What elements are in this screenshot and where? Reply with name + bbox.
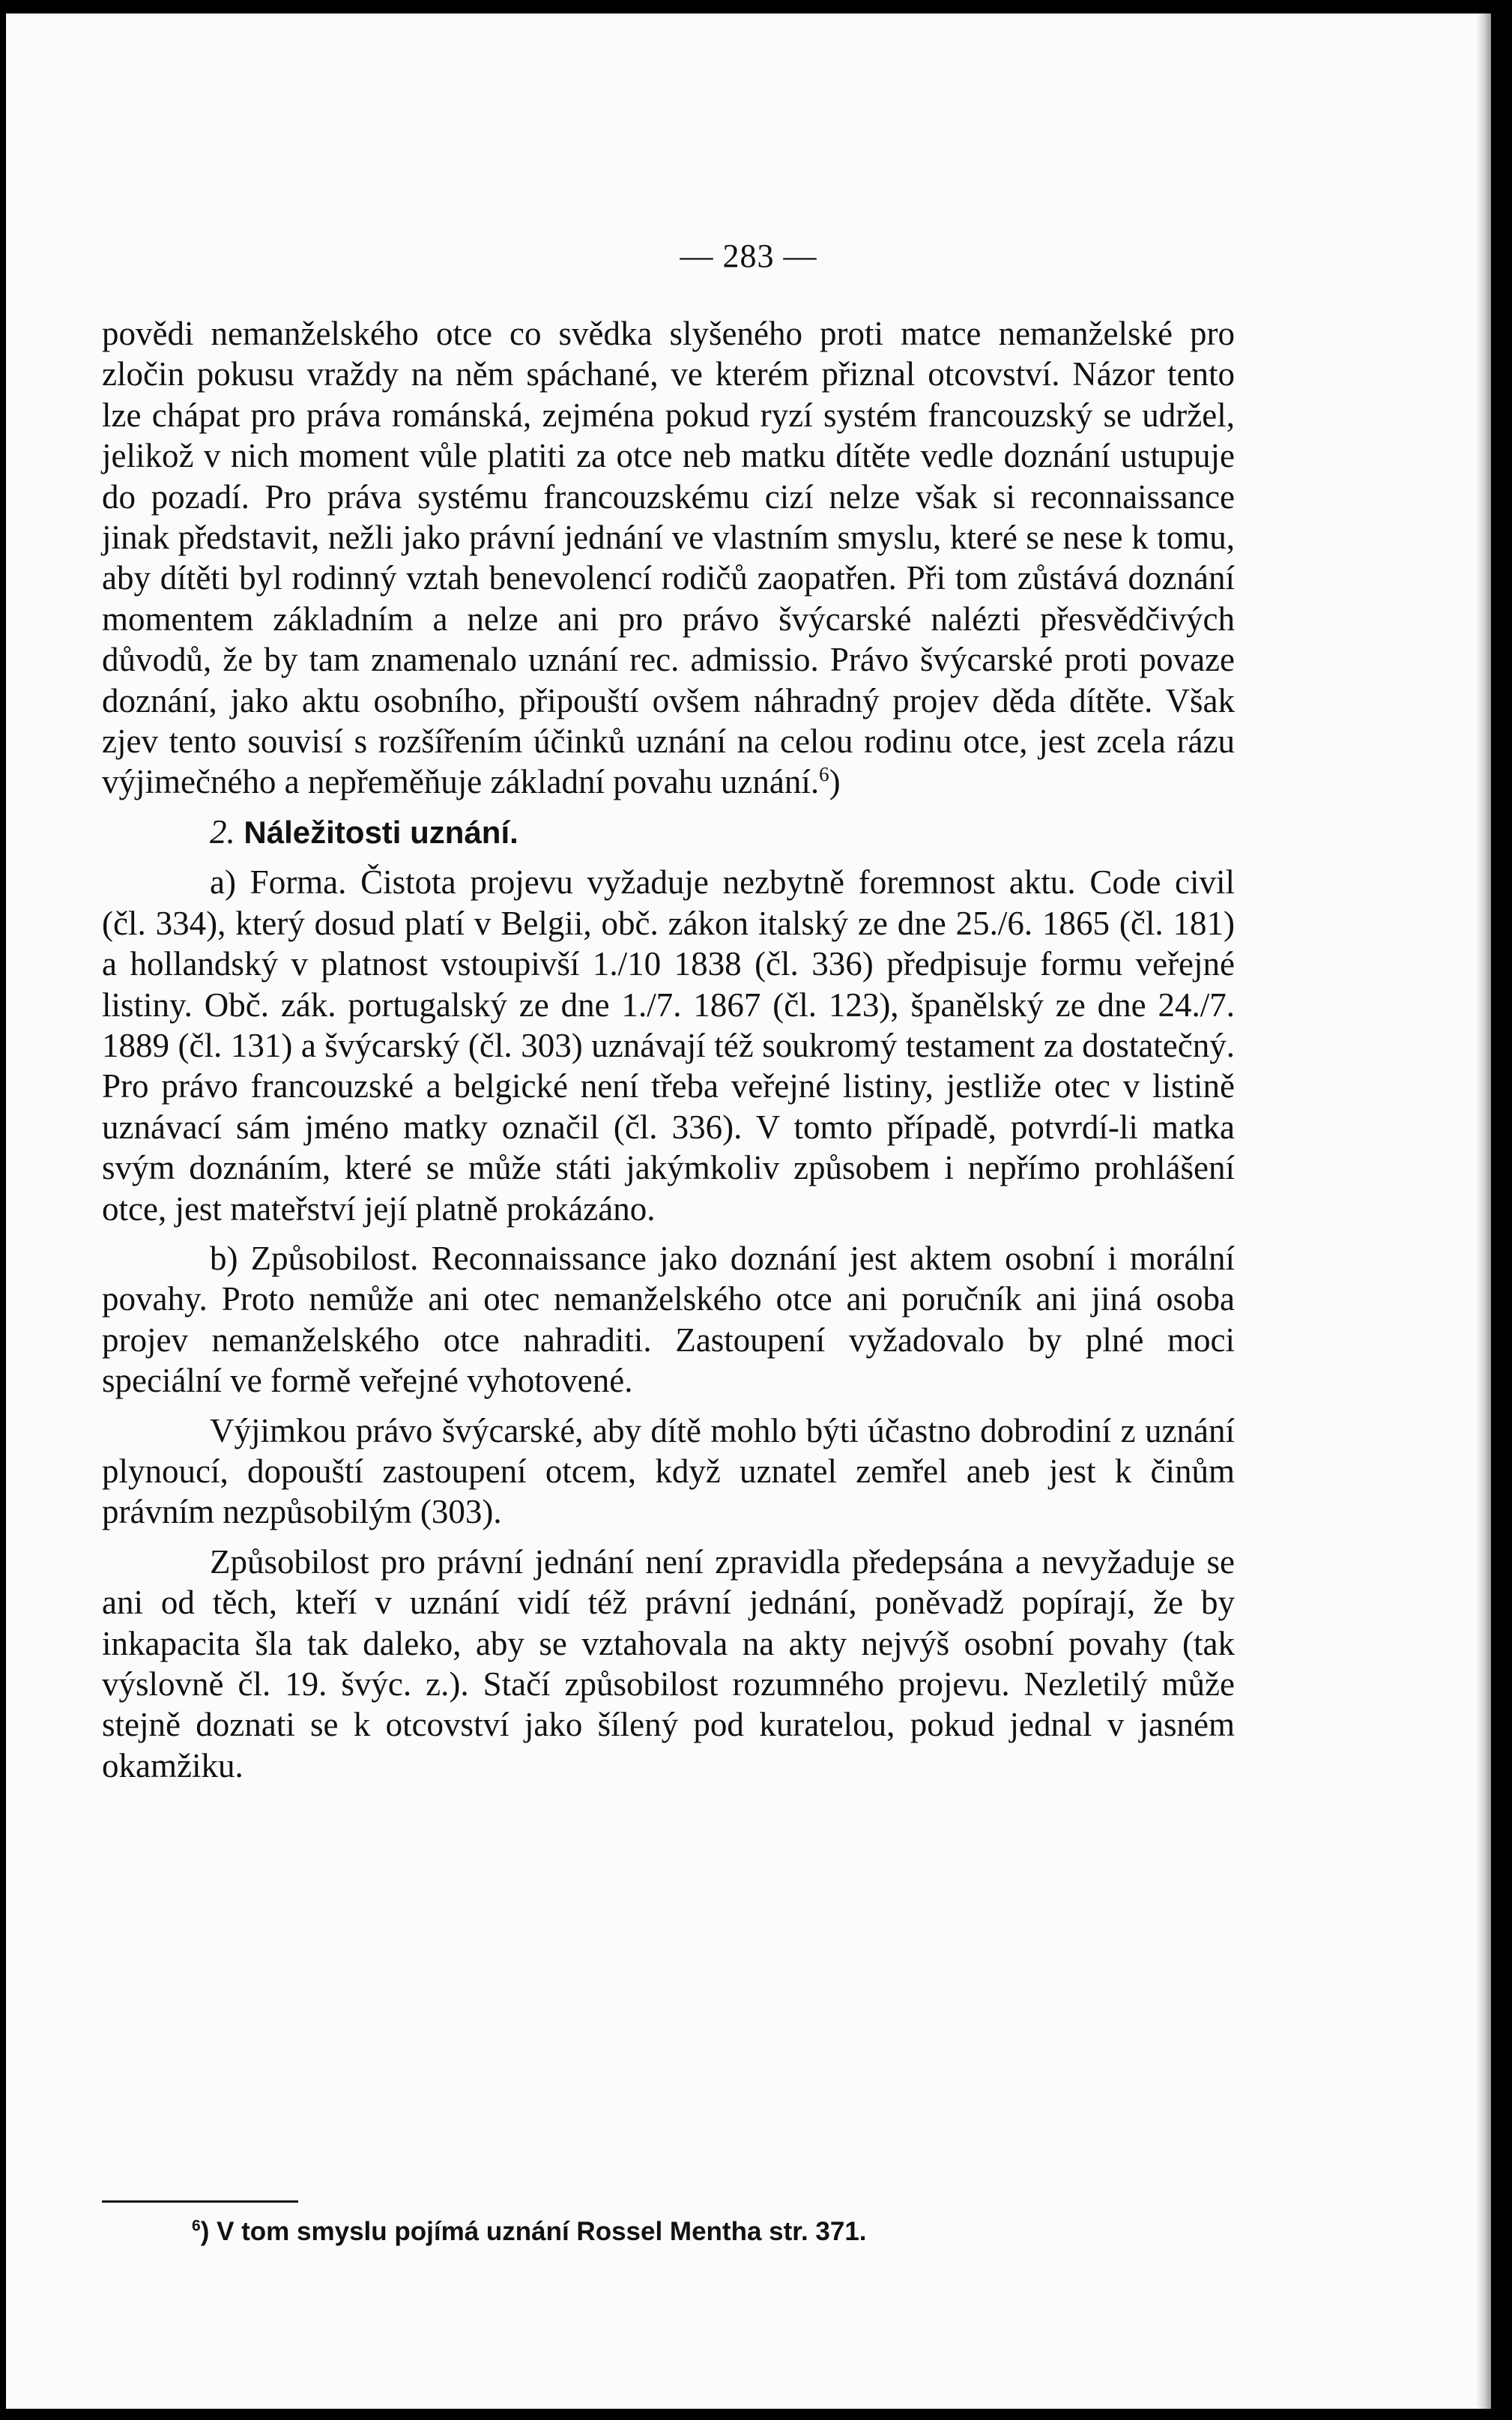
paragraph-legal-capacity: Způsobilost pro právní jednání není zpravidla předepsána a nevyžaduje se ani od těch, kteří v uznání vidí též právní jednání, poněvadž popírají, že by inkapacita šla tak daleko, aby se vztahovala na akty nejvýš osobní povahy (tak výslovně čl. 19. švýc. z.). Stačí způsobilost rozumného projevu. Nezletilý může stejně doznati se k otcovství jako šílený pod kuratelou, pokud jednal v jasném okamžiku. — [102, 1542, 1235, 1784]
page-edge-shadow — [1476, 13, 1491, 2409]
footnote-rule — [102, 2200, 298, 2203]
paragraph-text: povědi nemanželského otce co svědka slyšeného proti matce nemanželské pro zločin pokusu vraždy na něm spáchané, ve kterém přiznal otcovství. Názor tento lze chápat pro práva románská, zejména pokud ryzí systém francouzský se udržel, jelikož v nich moment vůle platiti za otce neb matku dítěte vedle doznání ustupuje do pozadí. Pro práva systému francouzskému cizí nelze však si reconnaissance jinak představit, nežli jako právní jednání ve vlastním smyslu, které se nese k tomu, aby dítěti byl rodinný vztah benevolencí rodičů zaopatřen. Při tom zůstává doznání momentem základním a nelze ani pro právo švýcarské nalézti přesvědčivých důvodů, že by tam znamenalo uznání rec. admissio. Právo švýcarské proti povaze doznání, jako aktu osobního, připouští ovšem náhradný projev děda dítěte. Však zjev tento souvisí s rozšířením účinků uznání na celou rodinu otce, jest zcela rázu výjimečného a nepřeměňuje základní povahu uznání. — [102, 315, 1235, 801]
footnote — [192, 2215, 867, 2248]
footnote-marker-paren: ) — [200, 2217, 210, 2246]
footnote-reference: 6 — [819, 763, 829, 786]
footnote-reference-paren: ) — [829, 763, 841, 801]
paragraph-swiss-exception: Výjimkou právo švýcarské, aby dítě mohlo býti účastno dobrodiní z uznání plynoucí, dopouští zastoupení otcem, když uznatel zemřel aneb jest k činům právním nezpůsobilým (303). — [102, 1411, 1235, 1531]
paragraph-form: a) Forma. Čistota projevu vyžaduje nezbytně foremnost aktu. Code civil (čl. 334), který dosud platí v Belgii, obč. zákon italský ze dne 25./6. 1865 (čl. 181) a hollandský v platnost vstoupivší 1./10 1838 (čl. 336) předpisuje formu veřejné listiny. Obč. zák. portugalský ze dne 1./7. 1867 (čl. 123), španělský ze dne 24./7. 1889 (čl. 131) a švýcarský (čl. 303) uznávají též soukromý testament za dostatečný. Pro právo francouzské a belgické není třeba veřejné listiny, jestliže otec v listině uznávací sám jméno matky označil (čl. 336). V tomto případě, potvrdí-li matka svým doznáním, které se může státi jakýmkoliv způsobem i nepřímo prohlášení otce, jest mateřství její platně prokázáno. — [102, 863, 1235, 1228]
book-page — [6, 13, 1491, 2409]
footnote-marker: 6 — [192, 2217, 201, 2235]
main-text — [102, 313, 1235, 1786]
section-title: Náležitosti uznání. — [244, 814, 518, 850]
section-number: 2. — [210, 812, 235, 851]
footnote-text: V tom smyslu pojímá uznání Rossel Mentha str. 371. — [209, 2217, 867, 2246]
section-heading — [102, 812, 1235, 853]
paragraph-capacity: b) Způsobilost. Reconnaissance jako doznání jest aktem osobní i morální povahy. Proto nemůže ani otec nemanželského otce ani poručník ani jiná osoba projev nemanželského otce nahraditi. Zastoupení vyžadovalo by plné moci speciální ve formě veřejné vyhotovené. — [102, 1239, 1235, 1400]
page-number: — 283 — — [680, 238, 817, 274]
paragraph-continuation — [102, 313, 1235, 803]
